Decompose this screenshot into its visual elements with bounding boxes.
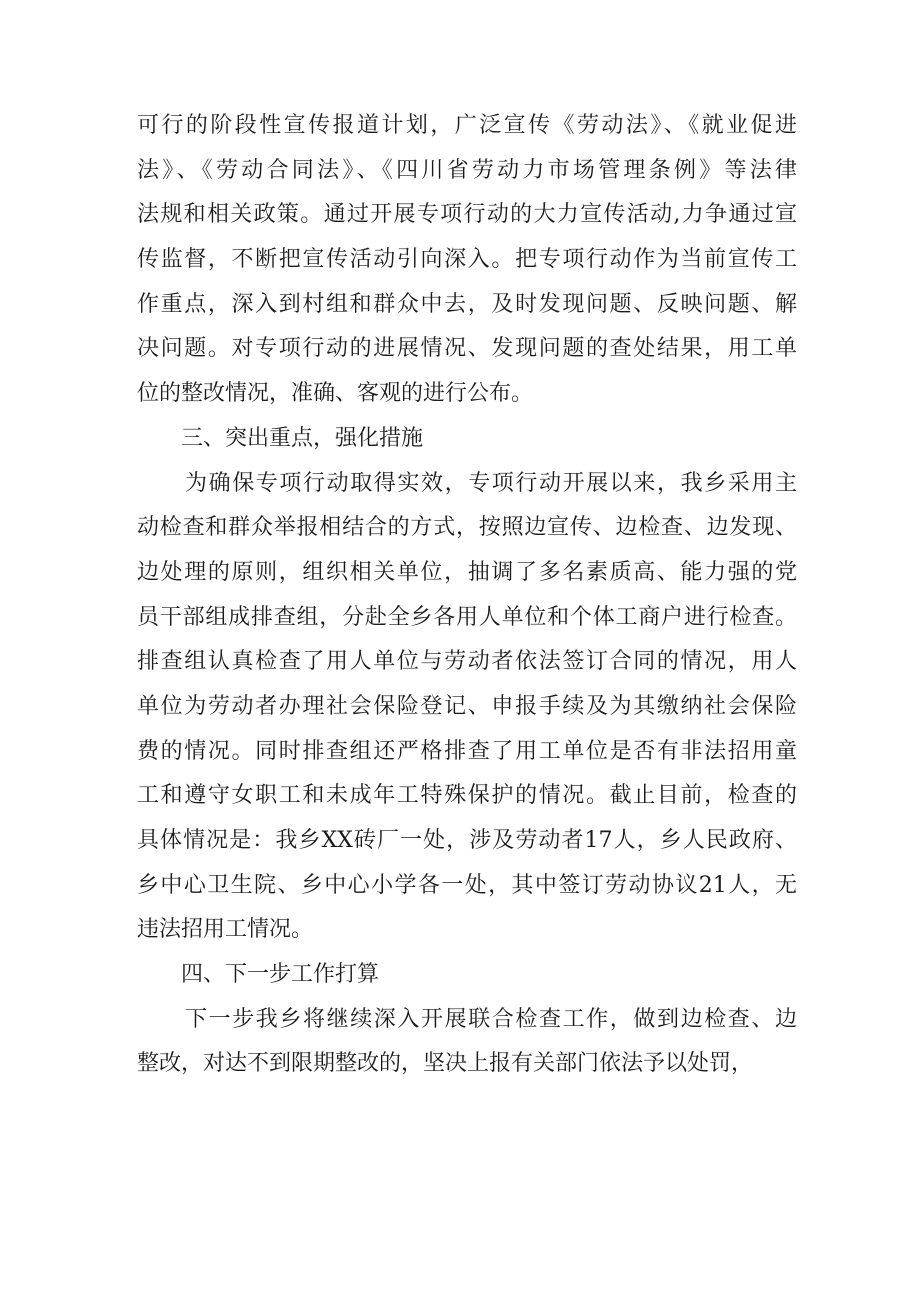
text-line: 作重点，深入到村组和群众中去，及时发现问题、反映问题、解 — [137, 291, 797, 317]
text-line: 工和遵守女职工和未成年工特殊保护的情况。截止目前，检查的 — [137, 783, 797, 809]
text-line: 单位为劳动者办理社会保险登记、申报手续及为其缴纳社会保险 — [137, 693, 797, 719]
text-line: 下一步我乡将继续深入开展联合检查工作，做到边检查、边 — [185, 1006, 797, 1032]
text-line: 排查组认真检查了用人单位与劳动者依法签订合同的情况，用人 — [137, 649, 797, 675]
text-line: 决问题。对专项行动的进展情况、发现问题的查处结果，用工单 — [137, 336, 797, 362]
text-line: 法规和相关政策。通过开展专项行动的大力宣传活动,力争通过宣 — [137, 202, 797, 228]
text-line: 乡中心卫生院、乡中心小学各一处，其中签订劳动协议21人，无 — [137, 872, 797, 898]
document-body — [137, 104, 797, 1087]
text-line: 为确保专项行动取得实效，专项行动开展以来，我乡采用主 — [185, 470, 797, 496]
text-line: 费的情况。同时排查组还严格排查了用工单位是否有非法招用童 — [137, 738, 797, 764]
section-heading-4: 四、下一步工作打算 — [181, 962, 380, 988]
text-line: 可行的阶段性宣传报道计划，广泛宣传《劳动法》、《就业促进 — [137, 113, 797, 138]
text-line: 边处理的原则，组织相关单位，抽调了多名素质高、能力强的党 — [137, 559, 797, 585]
text-line: 位的整改情况，准确、客观的进行公布。 — [137, 381, 534, 407]
text-line: 法》、《劳动合同法》、《四川省劳动力市场管理条例》等法律 — [137, 157, 797, 183]
section-heading-3: 三、突出重点，强化措施 — [181, 425, 424, 451]
text-line: 传监督，不断把宣传活动引向深入。把专项行动作为当前宣传工 — [137, 247, 797, 273]
text-line: 员干部组成排查组，分赴全乡各用人单位和个体工商户进行检查。 — [137, 604, 797, 630]
text-line: 整改，对达不到限期整改的，坚决上报有关部门依法予以处罚， — [137, 1051, 754, 1077]
text-line: 违法招用工情况。 — [137, 917, 314, 943]
text-line: 动检查和群众举报相结合的方式，按照边宣传、边检查、边发现、 — [137, 515, 797, 541]
text-line: 具体情况是：我乡XX砖厂一处，涉及劳动者17人，乡人民政府、 — [137, 828, 797, 853]
